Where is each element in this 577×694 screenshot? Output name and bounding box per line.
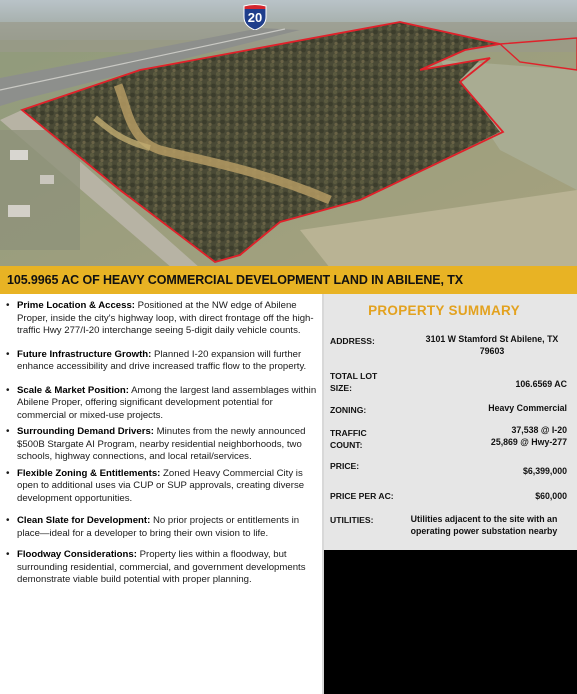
list-item-heading: Prime Location & Access: — [17, 300, 136, 311]
bullet-icon: • — [6, 426, 10, 437]
traffic-value-line-1: 37,538 @ I-20 — [511, 425, 567, 435]
traffic-label-line-2: COUNT: — [330, 440, 363, 450]
list-item — [4, 515, 322, 540]
list-item — [4, 426, 322, 464]
interstate-shield — [242, 3, 268, 30]
page-title: 105.9965 AC OF HEAVY COMMERCIAL DEVELOPMENT LAND IN ABILENE, TX — [7, 273, 464, 287]
traffic-count-value — [491, 424, 567, 448]
list-item-heading: Future Infrastructure Growth: — [17, 348, 152, 360]
lot-size-label-line-2: SIZE: — [330, 383, 352, 393]
address-value — [408, 333, 576, 357]
list-item-text: Positioned at the NW edge of Abilene Proper, inside the city's highway loop, with direct frontage off the high-traffic Hwy 277/I-20 interchange seeing 5-digit daily vehicle counts. — [17, 300, 314, 336]
address-line-1: 3101 W Stamford St Abilene, TX — [425, 334, 559, 344]
traffic-count-label — [330, 427, 367, 451]
aerial-photo-drawing — [0, 0, 577, 268]
zoning-value: Heavy Commercial — [488, 403, 567, 413]
price-per-acre-label: PRICE PER AC: — [330, 491, 394, 501]
aerial-photo — [0, 0, 577, 268]
bullet-icon: • — [6, 467, 10, 479]
address-line-2: 79603 — [479, 346, 505, 356]
list-item-heading: Flexible Zoning & Entitlements: — [17, 467, 161, 479]
lot-size-value: 106.6569 AC — [515, 379, 567, 389]
list-item-heading: Surrounding Demand Drivers: — [17, 426, 154, 437]
list-item-text: Property lies within a floodway, but surrounding residential, commercial, and government developments demonstrate viable build potential with proper planning. — [17, 549, 306, 585]
address-label: ADDRESS: — [330, 336, 375, 346]
bullet-icon: • — [6, 300, 10, 311]
price-value: $6,399,000 — [522, 466, 567, 476]
list-item-text: No prior projects or entitlements in place—ideal for a developer to bring their own vision to life. — [17, 515, 300, 539]
list-item — [4, 468, 322, 506]
price-label: PRICE: — [330, 461, 360, 471]
summary-title: PROPERTY SUMMARY — [368, 303, 520, 318]
zoning-label: ZONING: — [330, 405, 367, 415]
list-item-heading: Scale & Market Position: — [17, 384, 129, 396]
blank-black-area — [324, 550, 577, 694]
lot-size-label-line-1: TOTAL LOT — [330, 371, 378, 381]
list-item — [4, 385, 322, 423]
bullet-icon: • — [6, 515, 10, 526]
lot-size-label — [330, 370, 377, 394]
list-item-text: Among the largest land assemblages within Abilene Proper, offering significant development potential for commercial or mixed-use projects. — [17, 384, 317, 421]
title-banner — [0, 266, 577, 294]
bullet-icon: • — [6, 549, 10, 560]
list-item — [4, 300, 322, 338]
interstate-number: 20 — [247, 10, 263, 25]
utilities-value — [392, 513, 576, 537]
utilities-line-2: operating power substation nearby — [410, 526, 558, 536]
features-list — [4, 300, 322, 587]
traffic-label-line-1: TRAFFIC — [330, 428, 367, 438]
list-item-text: Zoned Heavy Commercial City is open to additional uses via CUP or SUP approvals, creating diverse development opportunities. — [17, 467, 305, 504]
list-item-text: Planned I-20 expansion will further enhance accessibility and drive increased traffic flow to the property. — [17, 348, 307, 372]
bullet-icon: • — [6, 384, 10, 396]
property-summary-panel — [324, 294, 577, 550]
list-item-heading: Clean Slate for Development: — [17, 515, 151, 526]
price-per-acre-value: $60,000 — [535, 491, 567, 501]
list-item — [4, 549, 322, 587]
traffic-value-line-2: 25,869 @ Hwy-277 — [490, 437, 567, 447]
list-item-text: Minutes from the newly announced $500B Stargate AI Program, nearby residential neighborhoods, two schools, highway connections, and local retail/services. — [17, 426, 306, 462]
utilities-label: UTILITIES: — [330, 515, 374, 525]
list-item — [4, 349, 322, 374]
list-item-heading: Floodway Considerations: — [17, 549, 137, 560]
utilities-line-1: Utilities adjacent to the site with an — [410, 514, 558, 524]
bullet-icon: • — [6, 348, 10, 360]
